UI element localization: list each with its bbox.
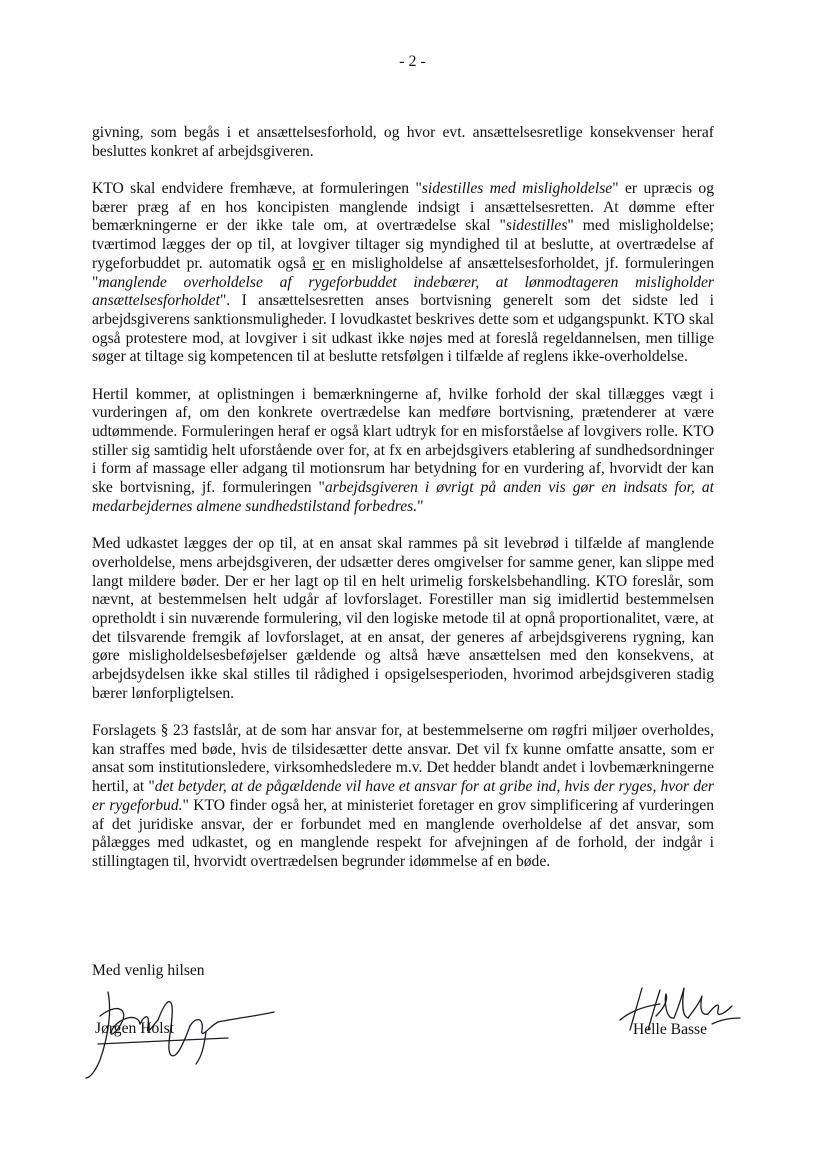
text-run: Hertil kommer, at oplistningen i bemærkningerne af, hvilke forhold der skal tillægges vægt i vurderingen af, om den konkrete overtrædelse kan medføre bortvisning, prætenderer at være udtømmende. Formuleringen heraf er også klart udtryk for en misforståelse af lovgivers rolle. KTO stiller sig samtidig helt uforstående over for, at fx en arbejdsgivers etablering af sundhedsordninger i form af massage eller adgang til motionsrum har betydning for en vurdering af, hvorvidt der kan ske bortvisning, jf. formuleringen " bbox=[92, 385, 714, 497]
text-run: Forslagets § 23 fastslår, at de som har ansvar for, at bestemmelserne om røgfri miljøer overholdes, kan straffes med bøde, hvis de tilsidesætter dette ansvar. Det vil fx kunne omfatte ansatte, som er ansat som institutionsledere, virksomhedsledere m.v. Det hedder blandt andet i lovbemærkningerne hertil, at " bbox=[92, 722, 714, 796]
body-paragraph bbox=[92, 124, 714, 161]
closing-greeting: Med venlig hilsen bbox=[92, 962, 205, 979]
page-number: - 2 - bbox=[399, 53, 426, 70]
body-paragraph bbox=[92, 722, 714, 872]
body-paragraph bbox=[92, 180, 714, 367]
text-run: " bbox=[417, 497, 424, 515]
text-run: " KTO finder også her, at ministeriet foretager en grov simplificering af vurderingen af det juridiske ansvar, der er forbundet med en manglende overholdelse af det ansvar, som pålægges med udkastet, og en manglende respekt for afvejningen af de forhold, der indgår i stillingtagen til, hvorvidt overtrædelsen begrunder idømmelse af en bøde. bbox=[92, 796, 714, 870]
italic-quote: arbejdsgiveren i øvrigt på anden vis gør en indsats for, at medarbejdernes almene sundhedstilstand forbedres. bbox=[92, 479, 714, 515]
italic-quote: sidestilles bbox=[505, 217, 568, 235]
text-run: " er upræcis og bærer præg af en hos koncipisten manglende indsigt i ansættelsesretten. At dømme efter bemærkningerne er der ikke tale om, at overtrædelse skal " bbox=[92, 180, 715, 235]
italic-quote: det betyder, at de pågældende vil have et ansvar for at gribe ind, hvis der ryges, hvor der er rygeforbud. bbox=[92, 778, 714, 814]
underlined-text: er bbox=[312, 254, 325, 272]
letter-body bbox=[92, 124, 714, 890]
body-paragraph bbox=[92, 386, 714, 517]
body-paragraph bbox=[92, 535, 714, 703]
text-run: ". I ansættelsesretten anses bortvisning generelt som det sidste led i arbejdsgiverens sanktionsmuligheder. I lovudkastet beskrives dette som et udgangspunkt. KTO skal også protestere mod, at lovgiver i sit udkast ikke nøjes med at foreslå regeldannelsen, men tillige søger at tiltage sig kompetencen til at beslutte retsfølgen i tilfælde af reglens ikke-overholdelse. bbox=[92, 292, 714, 366]
italic-quote: manglende overholdelse af rygeforbuddet indebærer, at lønmodtageren misligholder ansættelsesforholdet bbox=[92, 273, 714, 310]
text-run: Med udkastet lægges der op til, at en ansat skal rammes på sit levebrød i tilfælde af manglende overholdelse, mens arbejdsgiveren, der udsætter deres omgivelser for samme gener, kan slippe med langt mildere bøder. Der er her lagt op til en helt urimelig forskelsbehandling. KTO foreslår, som nævnt, at bestemmelsen helt udgår af lovforslaget. Forestiller man sig imidlertid bestemmelsen opretholdt i sin nuværende formulering, vil den logiske metode til at opnå proportionalitet, være, at det tilsvarende fremgik af lovforslaget, at en ansat, der generes af arbejdsgiverens rygning, kan gøre misligholdelsesbeføjelser gældende og altså hæve ansættelsen med den konsekvens, at arbejdsydelsen ikke skal stilles til rådighed i opsigelsesperioden, hvorimod arbejdsgiveren stadig bærer lønforpligtelsen. bbox=[92, 535, 714, 702]
signatory-right-name: Helle Basse bbox=[633, 1021, 708, 1038]
text-run: " med misligholdelse; tværtimod lægges der op til, at lovgiver tiltager sig myndighed til at beslutte, at overtrædelse af rygeforbuddet pr. automatik også bbox=[92, 217, 714, 272]
text-run: KTO skal endvidere fremhæve, at formuleringen " bbox=[92, 180, 422, 197]
signatory-left-name: Jørgen Holst bbox=[95, 1020, 174, 1037]
italic-quote: sidestilles med misligholdelse bbox=[421, 180, 613, 197]
text-run: en misligholdelse af ansættelsesforholdet, jf. formuleringen " bbox=[92, 254, 714, 291]
text-run: givning, som begås i et ansættelsesforhold, og hvor evt. ansættelsesretlige konsekvenser heraf besluttes konkret af arbejdsgiveren. bbox=[92, 124, 714, 160]
